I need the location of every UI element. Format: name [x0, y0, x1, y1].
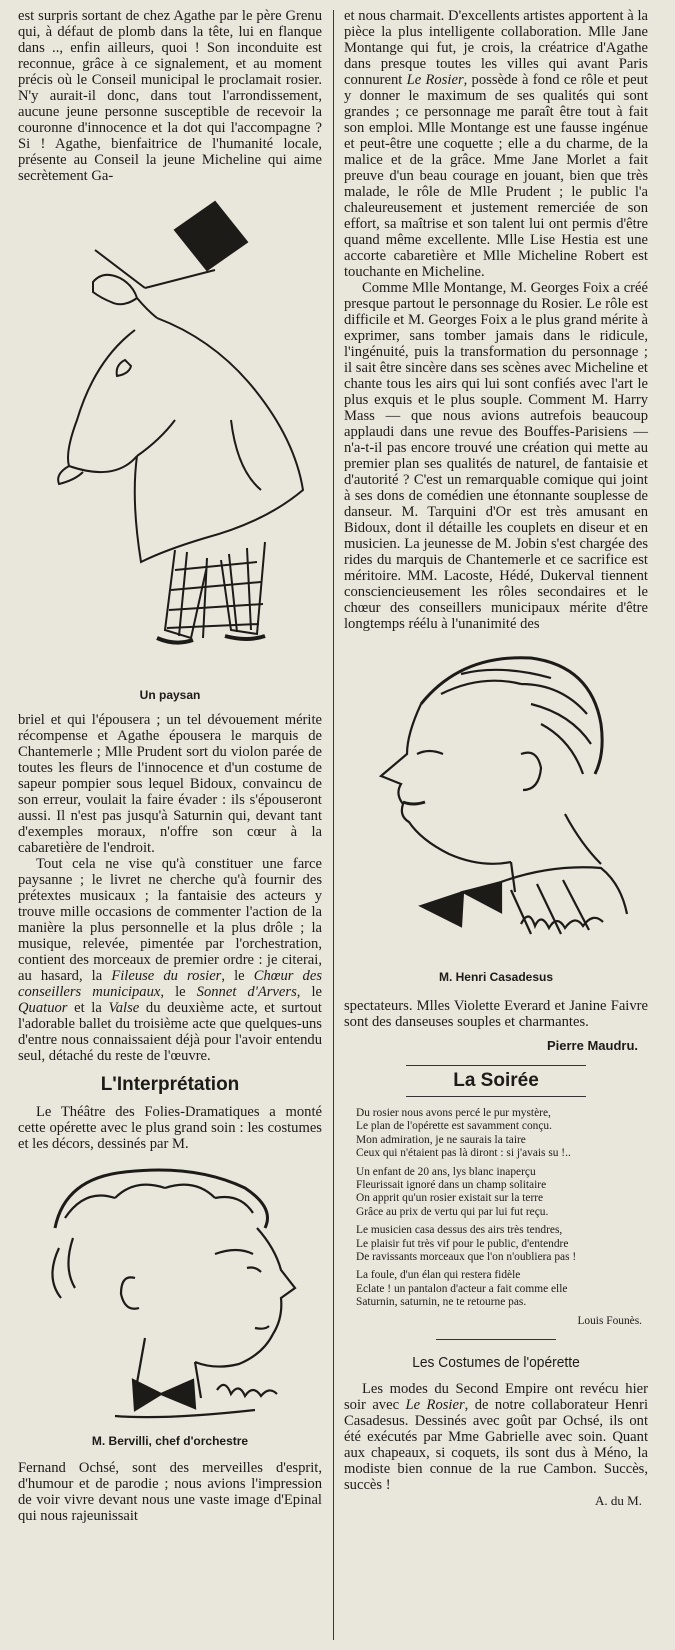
right-paragraph-3: spectateurs. Mlles Violette Everard et Janine Faivre sont des danseuses souples et charmantes.	[344, 998, 648, 1030]
poem-line: Le musicien casa dessus des airs très tendres,	[356, 1224, 563, 1237]
section-rule	[436, 1339, 556, 1340]
casadesus-caricature-drawing	[351, 644, 641, 964]
figure-paysan	[18, 190, 322, 702]
left-paragraph-1: est surpris sortant de chez Agathe par le père Grenu qui, à défaut de plomb dans la tête, lui en flanque dans .., enfin ailleurs, quoi ! Son inconduite est reconnue, grâce à ce signalement, et au moment précis où le Conseil municipal le proclamait rosier. N'y aurait-il donc, dans tout l'arrondissement, aucune jeune personne susceptible de recevoir la couronne d'innocence et la dot qui l'accompagne ? Si ! Agathe, bienfaitrice de l'humanité locale, présente au Conseil la jeune Micheline qui aime secrètement Ga-	[18, 8, 322, 184]
article-signature: Pierre Maudru.	[546, 1038, 638, 1053]
left-paragraph-4: Le Théâtre des Folies-Dramatiques a monté cette opérette avec le plus grand soin : les costumes et les décors, dessinés par M.	[18, 1104, 322, 1152]
poem-line: Du rosier nous avons percé le pur mystère,	[356, 1107, 551, 1119]
poem-line: Saturnin, saturnin, ne te retourne pas.	[356, 1296, 527, 1309]
right-paragraph-4: Les modes du Second Empire ont revécu hier soir avec Le Rosier, de notre collaborateur Henri Casadesus. Dessinés avec goût par Ochsé, ils ont été exécutés par Mme Gabrielle avec soin. Quant aux chapeaux, si coquets, ils sont dus à Méno, la modiste bien connue de la rue Cambon. Succès, succès !	[344, 1380, 648, 1493]
poem-line: La foule, d'un élan qui restera fidèle	[356, 1269, 521, 1282]
poem-line: Le plan de l'opérette est savamment conçu.	[356, 1120, 552, 1133]
left-column	[18, 8, 322, 1524]
column-divider	[333, 10, 334, 1640]
figure-casadesus	[344, 644, 648, 984]
figure-bervilli-caption: M. Bervilli, chef d'orchestre	[91, 1434, 249, 1448]
poem-line: Ceux qui n'étaient pas là diront : si j'avais su !..	[356, 1147, 571, 1160]
poem-line: On apprit qu'un rosier existait sur la terre	[356, 1192, 544, 1205]
poem-line: Fleurissait ignoré dans un champ solitaire	[356, 1179, 547, 1192]
figure-paysan-caption: Un paysan	[139, 688, 201, 702]
interpretation-heading: L'Interprétation	[100, 1074, 240, 1095]
poem-author: Louis Founès.	[577, 1314, 642, 1327]
poem-line: Le plaisir fut très vif pour le public, d'entendre	[356, 1237, 569, 1250]
poem-stanza	[356, 1224, 648, 1264]
right-column	[344, 8, 648, 1509]
left-paragraph-3: Tout cela ne vise qu'à constituer une farce paysanne ; le livret ne cherche qu'à fournir des prétextes musicaux ; la fantaisie des acteurs y trouve mille occasions de commenter l'action de la manière la plus personnelle et la plus drôle ; la musique, relevée, pimentée par l'orchestration, contient des morceaux de premier ordre : je citerai, au hasard, la Fileuse du rosier, le Chœur des conseillers municipaux, le Sonnet d'Arvers, le Quatuor et la Valse du deuxième acte, et surtout l'adorable ballet du troisième acte que quelques-uns d'entre nous connaissaient déjà pour l'avoir entendu seul, détaché du reste de l'œuvre.	[18, 856, 322, 1064]
poem-stanza	[356, 1107, 648, 1161]
soiree-heading: La Soirée	[453, 1070, 539, 1091]
soiree-poem	[356, 1107, 648, 1310]
figure-bervilli	[18, 1158, 322, 1448]
poem-line: Grâce au prix de vertu qui par lui fut reçu.	[356, 1205, 549, 1218]
poem-stanza	[356, 1166, 648, 1220]
poem-line: Un enfant de 20 ans, lys blanc inaperçu	[356, 1165, 536, 1178]
poem-line: Mon admiration, je ne saurais la taire	[356, 1133, 526, 1146]
right-paragraph-1: et nous charmait. D'excellents artistes apportent à la pièce la plus intelligente collaboration. Mlle Jane Montange qui fut, je crois, la créatrice d'Agathe dans presque toutes les villes qui avant Paris connurent Le Rosier, possède à fond ce rôle et peut y donner le maximum de ses qualités qui sont grandes ; ce personnage me paraît être tout à fait son emploi. Mlle Montange est une fausse ingénue et peut-être une coquette ; elle a du charme, de la malice et de la grâce. Mme Jane Morlet a fait preuve d'un beau courage en jouant, bien que très malade, le rôle de Mlle Prudent ; le public l'a chaleureusement et justement remerciée de son effort, sa maîtrise et son talent lui ont permis d'être quand même excellente. Mlle Lise Hestia est une accorte cabaretière et Mlle Micheline Robert est touchante en Micheline.	[344, 8, 648, 280]
conductor-caricature-drawing	[25, 1158, 315, 1428]
right-paragraph-2: Comme Mlle Montange, M. Georges Foix a créé presque partout le personnage du Rosier. Le rôle est difficile et M. Georges Foix a le plus grand mérite à exprimer, sans tomber jamais dans le ridicule, l'ingénuité, puis la transformation du personnage ; il sait être sincère dans ses scènes avec Micheline et chante tous les airs qui lui sont confiés avec l'art le plus exquis et le plus souple. Comment M. Harry Mass — que nous avions autrefois beaucoup applaudi dans une revue des Bouffes-Parisiens — n'a-t-il pas encore trouvé une création qui mette au premier plan ses qualités de naturel, de fantaisie et d'autorité ? C'est un remarquable comique qui joint à ses dons de comédien une étonnante souplesse de danseur. M. Tarquini d'Or est très amusant en Bidoux, dont il détaille les couplets en diseur et en musicien. La jeunesse de M. Jobin s'est chargée des rides du marquis de Chantemerle et ce sacrifice est méritoire. MM. Lacoste, Hédé, Dukerval tiennent consciencieusement les rôles secondaires et le chœur des conseillers municipaux mérite d'être longtemps réélu à l'unanimité des	[344, 280, 648, 632]
costumes-signature: A. du M.	[595, 1492, 642, 1508]
poem-line: Eclate ! un pantalon d'acteur a fait comme elle	[356, 1282, 568, 1295]
left-paragraph-5: Fernand Ochsé, sont des merveilles d'esprit, d'humour et de parodie ; nous avions l'impression de voir vivre devant nous une vaste image d'Epinal qui nous rajeunissait	[18, 1460, 322, 1524]
costumes-heading: Les Costumes de l'opérette	[412, 1353, 580, 1371]
soiree-title-box	[406, 1065, 586, 1097]
figure-casadesus-caption: M. Henri Casadesus	[438, 970, 554, 984]
poem-stanza	[356, 1269, 648, 1309]
poem-line: De ravissants morceaux que l'on n'oubliera pas !	[356, 1251, 577, 1264]
left-paragraph-2: briel et qui l'épousera ; un tel dévouement mérite récompense et Agathe épousera le marquis de Chantemerle ; Mlle Prudent sort du violon parée de toutes les fleurs de l'innocence et d'un costume de sapeur pompier sous lequel Bidoux, convaincu de son erreur, voulait la faire évader : ils s'épouseront aussi. Il n'est pas jusqu'à Saturnin qui, devant tant d'exemples moraux, n'offre son cœur à la cabaretière de l'endroit.	[18, 712, 322, 856]
peasant-caricature-drawing	[25, 190, 315, 682]
